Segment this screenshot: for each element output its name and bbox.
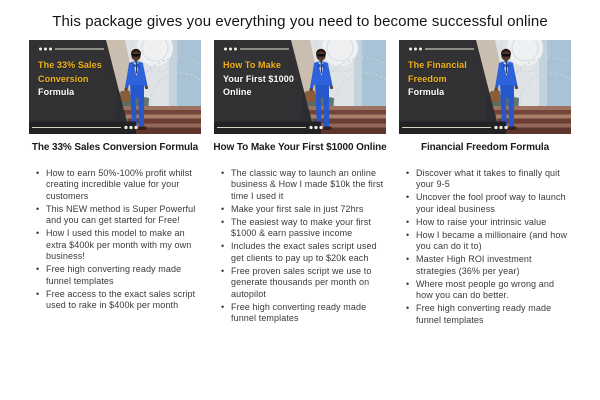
cards-row — [0, 40, 600, 328]
list-item: • The classic way to launch an online business & How I made $10k the first time I used it — [221, 168, 386, 203]
list-item: • Free high converting ready made funnel templates — [406, 303, 571, 326]
list-item: • How to earn 50%-100% profit whilst creating incredible value for your customers — [36, 168, 201, 203]
list-item: • Discover what it takes to finally quit your 9-5 — [406, 168, 571, 191]
cover-title-line: How To Make — [223, 60, 281, 70]
cover-title-line: The 33% Sales — [38, 60, 102, 70]
ebook-cover-sales-conversion — [29, 40, 201, 134]
cover-title-line: Your First $1000 — [223, 73, 294, 84]
product-card-financial-freedom — [399, 40, 571, 328]
product-card-first-1000 — [214, 40, 386, 328]
list-item: • Free high converting ready made funnel templates — [36, 264, 201, 287]
list-item: • Make your first sale in just 72hrs — [221, 204, 386, 216]
card-heading: Financial Freedom Formula — [420, 142, 550, 153]
list-item: • This NEW method is Super Powerful and you can get started for Free! — [36, 204, 201, 227]
ebook-cover-financial-freedom — [399, 40, 571, 134]
cover-title-line: Formula — [408, 87, 445, 97]
card-heading: The 33% Sales Conversion Formula — [31, 142, 199, 153]
cover-title — [408, 59, 467, 100]
product-card-sales-conversion — [29, 40, 201, 328]
cover-title-line: The Financial — [408, 60, 467, 70]
page-title: This package gives you everything you need to become successful online — [52, 13, 548, 30]
list-item: • Includes the exact sales script used get clients to pay up to $20k each — [221, 241, 386, 264]
list-item: • Uncover the fool proof way to launch your ideal business — [406, 192, 571, 215]
list-item: • Free proven sales script we use to generate thousands per month on autopilot — [221, 266, 386, 301]
list-item: • How I became a millionaire (and how you can do it to) — [406, 230, 571, 253]
list-item: • Free access to the exact sales script used to rake in $400k per month — [36, 289, 201, 312]
list-item: • The easiest way to make your first $1000 & earn passive income — [221, 217, 386, 240]
cover-title — [38, 59, 102, 100]
cover-title-line: Conversion — [38, 73, 89, 84]
list-item: • Free high converting ready made funnel templates — [221, 302, 386, 325]
cover-title-line: Online — [223, 87, 252, 97]
list-item: • How I used this model to make an extra $400k per month with my own business! — [36, 228, 201, 263]
cover-title — [223, 59, 294, 100]
benefits-list — [399, 168, 571, 327]
ebook-cover-first-1000 — [214, 40, 386, 134]
list-item: • How to raise your intrinsic value — [406, 217, 571, 229]
benefits-list — [214, 168, 386, 325]
cover-title-line: Formula — [38, 87, 75, 97]
benefits-list — [29, 168, 201, 312]
list-item: • Where most people go wrong and how you can do better. — [406, 279, 571, 302]
cover-title-line: Freedom — [408, 73, 447, 84]
list-item: • Master High ROI investment strategies (36% per year) — [406, 254, 571, 277]
card-heading: How To Make Your First $1000 Online — [213, 142, 387, 153]
